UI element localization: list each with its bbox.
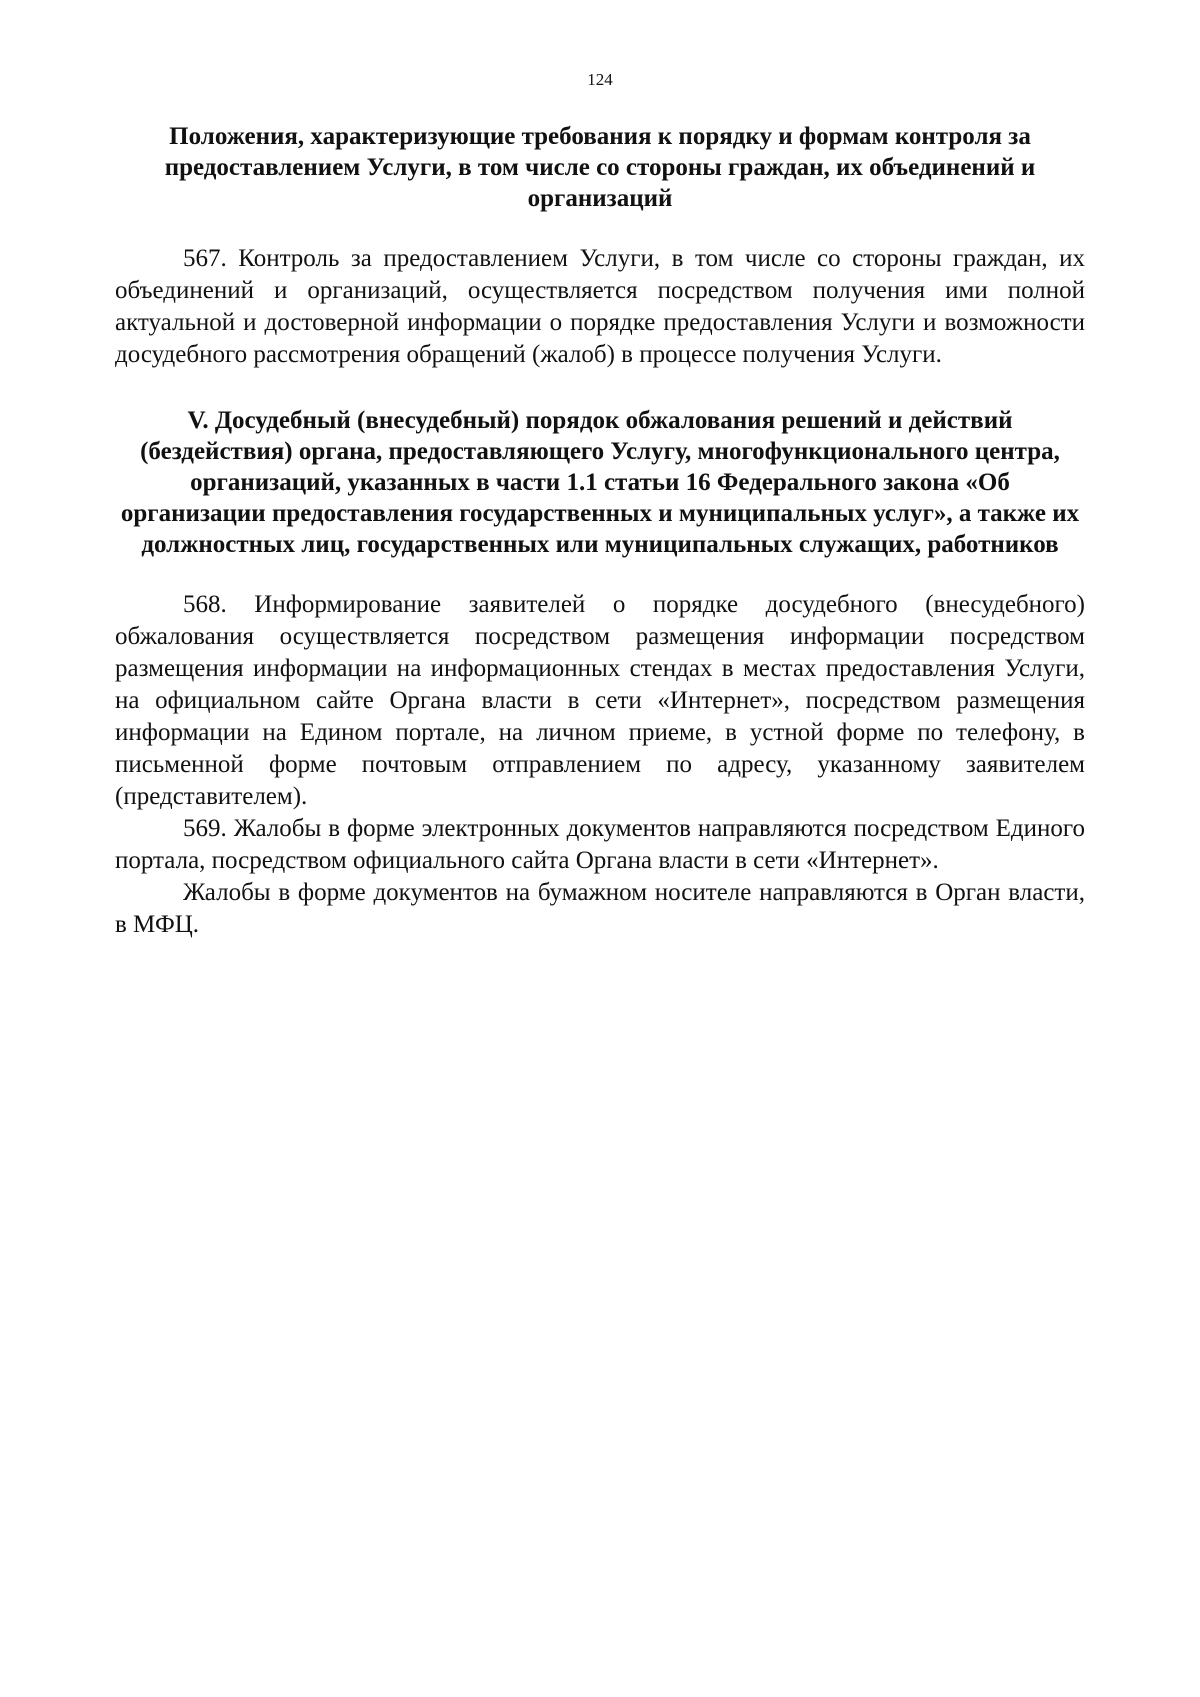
paragraph-568: 568. Информирование заявителей о порядке досудебного (внесудебного) обжалования осуществляется посредством размещения информации посредством размещения информации на информационных стендах в местах предоставления Услуги, на официальном сайте Органа власти в сети «Интернет», посредством размещения информации на Едином портале, на личном приеме, в устной форме по телефону, в письменной форме почтовым отправлением по адресу, указанному заявителем (представителем). (115, 591, 1085, 810)
page-content (115, 121, 1085, 941)
paragraph-567: 567. Контроль за предоставлением Услуги, в том числе со стороны граждан, их объединений и организаций, осуществляется посредством получения ими полной актуальной и достоверной информации о порядке предоставления Услуги и возможности досудебного рассмотрения обращений (жалоб) в процессе получения Услуги. (115, 245, 1085, 368)
paragraph-569-continued: Жалобы в форме документов на бумажном носителе направляются в Орган власти, в МФЦ. (115, 879, 1085, 938)
section-heading-appeal: V. Досудебный (внесудебный) порядок обжалования решений и действий (бездействия) органа, предоставляющего Услугу, многофункционального центра, организаций, указанных в части 1.1 статьи 16 Федерального закона «Об организации предоставления государственных и муниципальных услуг», а также их должностных лиц, государственных или муниципальных служащих, работников (120, 407, 1080, 558)
paragraph-569: 569. Жалобы в форме электронных документов направляются посредством Единого портала, посредством официального сайта Органа власти в сети «Интернет». (115, 815, 1085, 874)
page-number: 124 (587, 70, 613, 89)
section-heading-control: Положения, характеризующие требования к порядку и формам контроля за предоставлением Услуги, в том числе со стороны граждан, их объединений и организаций (164, 123, 1036, 212)
